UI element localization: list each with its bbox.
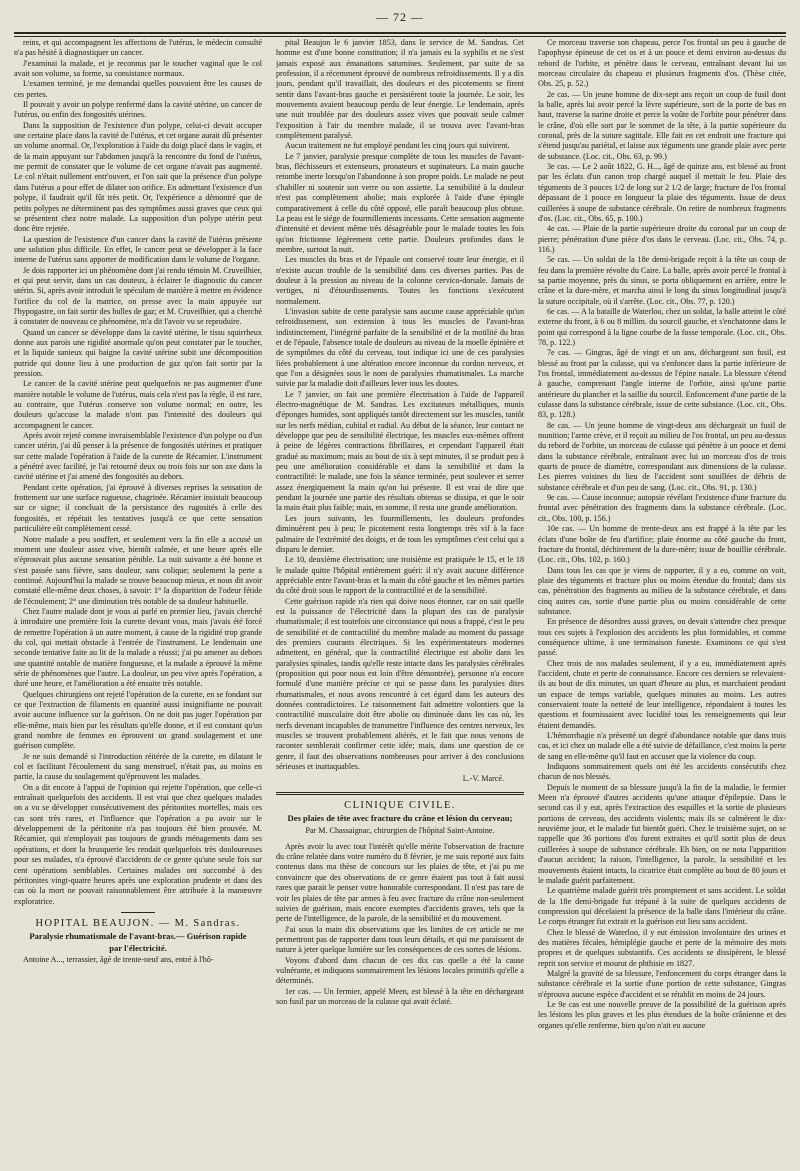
paragraph: Le quatrième malade guérit très promptement et sans accident. Le soldat de la 18e demi-brigade fut trépané à la suite de quelques accidents de compression qui décelaient la présence de la balle dans l'intérieur du crâne. Le corps étranger fut extrait et la guérison eut lieu sans accident. (538, 886, 786, 927)
paragraph: 4e cas. — Plaie de la partie supérieure droite du coronal par un coup de pierre; pénétration d'une pièce d'os dans le cerveau. (Loc. cit., Obs. 74, p. 116.) (538, 224, 786, 254)
column-1-text (14, 38, 262, 907)
paragraph: Après avoir rejeté comme invraisemblable l'existence d'un polype ou d'un cancer utérin, j'ai dû penser à la présence de fongosités utérines et pratiquer sur cette malade l'opération à l'aide de la curette de Récamier. L'instrument a pénétré avec facilité, je l'ai retourné deux ou trois fois sur son axe dans la cavité utérine et j'ai amené des fongosités au dehors. (14, 431, 262, 482)
paragraph: L'invasion subite de cette paralysie sans aucune cause appréciable qu'un refroidissement, son extension à tous les muscles de l'avant-bras indistinctement, l'intégrité parfaite de la sensibilité et de la motilité du bras et de l'épaule, l'absence totale de douleurs au niveau de la moelle épinière et de symptômes du côté du cerveau, tout indique ici une de ces paralysies liées probablement à une altération encore inconnue du cordon nerveux, et que l'on a désignées sous le nom de paralysies rhumatismales. La marche suivie par la maladie doit d'ailleurs lever tous les doutes. (276, 306, 524, 389)
paragraph: Le 10, deuxième électrisation; une troisième est pratiquée le 15, et le 18 le malade quitte l'hôpital entièrement guéri: il n'y avait aucune différence appréciable entre l'avant-bras et la main du côté gauche et les mêmes parties du côté droit sous le rapport de la contractilité et de la sensibilité. (276, 555, 524, 596)
paragraph: 2e cas. — Un jeune homme de dix-sept ans reçoit un coup de fusil dont la balle, après lui avoir percé la lèvre supérieure, sort de la porte de bas en haut, traverse la narine droite et perce la voûte de l'orbite pour pénétrer dans le crâne, d'où elle sort par le sommet de la tête, à la partie supérieure du coronal, près de la suture sagittale. Elle fait en cet endroit une fracture qui s'étend jusqu'au pariétal, et laisse aux téguments une grande plaie avec perte de substance. (Loc. cit., Obs. 63, p. 99.) (538, 89, 786, 161)
paragraph: 10e cas. — Un homme de trente-deux ans est frappé à la tête par les éclats d'une boîte de feu d'artifice; plaie énorme au côté gauche du front, fracture du frontal, déchirement de la dure-mère; issue de bouillie cérébrale. (Loc. cit., Obs. 102, p. 160.) (538, 524, 786, 565)
article-signature: L.-V. Marcé. (462, 774, 504, 784)
paragraph: Aucun traitement ne fut employé pendant les cinq jours qui suivirent. (285, 141, 510, 151)
paragraph: pital Beaujon le 6 janvier 1853, dans le service de M. Sandras. Cet homme est d'une bonne constitution; il n'a jamais eu la syphilis et ne s'est jamais exposé aux émanations saturnines. Seulement, par suite de sa profession, il a récemment éprouvé de nombreux refroidissements. Il y a dix jours, pendant qu'il travaillait, des douleurs et des picotements se firent sentir dans l'avant-bras gauche et persistèrent toute la journée. Le soir, les mouvements avaient beaucoup perdu de leur énergie. Le lendemain, après une nuit troublée par des douleurs assez vives que pouvait seule calmer l'exposition à l'air du membre malade, il se trouva avec l'avant-bras complètement paralysé. (276, 38, 524, 141)
paragraph: Je ne suis demandé si l'introduction réitérée de la curette, en dilatant le col et facilitant l'écoulement du sang menstruel, n'était pas, au moins en partie, la cause du soulagement qu'éprouvent les malades. (14, 751, 262, 782)
columns (14, 38, 786, 1168)
column-1 (14, 38, 262, 1168)
paragraph: Chez trois de nos malades seulement, il y a eu, immédiatement après l'accident, chute et perte de connaissance. Encore ces derniers se relevaient-ils au bout de dix minutes, un quart d'heure au plus, et marchaient pendant un espace de temps variable, quelques minutes au moins. Les autres conservaient toute la netteté de leur intelligence, répondaient à toutes les questions et fournissaient avec lucidité tous les renseignements qui leur étaient demandés. (538, 658, 786, 730)
paragraph: J'ai sous la main dix observations que les limites de cet article ne me permettront pas de rapporter dans tous leurs détails, et qui me paraissent de nature à jeter quelque lumière sur les conséquences de ces sortes de lésions. (276, 924, 524, 955)
paragraph: Je dois rapporter ici un phénomène dont j'ai rendu témoin M. Cruveilhier, et qui peut servir, dans un cas douteux, à éclairer le diagnostic du cancer utérin. Si, après avoir introduit le spéculum de manière à mettre en évidence l'orifice du col de la matrice, on presse avec la main appuyée sur l'hypogastre, on fait sortir des bulles de gaz; et M. Cruveilhier, qui a cherché à constater de nouveau ce phénomène, m'a dit l'avoir vu se reproduire. (14, 265, 262, 327)
clinique-heading: CLINIQUE CIVILE. (344, 799, 456, 811)
paragraph: Cette guérison rapide n'a rien qui doive nous étonner, car on sait quelle est la puissance de l'électricité dans la plupart des cas de paralysie rhumatismale; il est toutefois une circonstance qui nous a frappé, c'est le peu de sensibilité et de contractilité du membre malade au moment du passage des premiers courants électriques. Si les expérimentateurs modernes admettent, en général, que la contractilité électrique est abolie dans les paralysies spinales, tandis qu'elle reste intacte dans les paralysies cérébrales (proposition qui pour nous est loin d'être démontrée), personne n'a encore formulé d'une manière précise ce qui se passe dans les paralysies dites rhumatismales, et nous avons rencontré à cet égard dans les auteurs des données contradictoires. Le raisonnement fait admettre volontiers que la contractilité musculaire doit être abolie ou diminuée dans les cas où, les nerfs devenant incapables de transmettre l'influence des centres nerveux, les muscles se trouvent probablement altérés, et le fait que nous venons de raconter semblerait confirmer cette idée; mais, dans une question de ce genre, il faut des observations nombreuses pour arriver à des conclusions sérieuses et inattaquables. (276, 596, 524, 772)
paragraph: Dans la supposition de l'existence d'un polype, celui-ci devait occuper une certaine place dans la cavité de l'utérus, et cet organe aurait dû présenter un volume anormal. Or, l'exploration à l'aide du doigt placé dans le vagin, et de la main appuyant sur l'abdomen jusqu'à la rencontre du fond de l'utérus, me permit de constater que le volume de cet organe n'avait pas augmenté. Le col n'était nullement entr'ouvert, et l'on sait que la présence d'un polype dans l'utérus a pour effet de dilater son orifice. En admettant l'existence d'un polype, il faudrait qu'il fût très petit. Or, l'expérience a démontré que de petits polypes ne déterminent pas des symptômes aussi graves que ceux qui se présentent chez notre malade. La supposition d'un polype utérin peut donc être rejetée. (14, 120, 262, 234)
paragraph: Pendant cette opération, j'ai éprouvé à diverses reprises la sensation de frottement sur une surface rugueuse, chagrinée. Récamier insistait beaucoup sur ce signe; il concluait de la persistance des rugosités à celle des fongosités, et répétait les tentatives jusqu'à ce que cette sensation particulière eût complètement cessé. (14, 482, 262, 534)
paragraph: Le cancer de la cavité utérine peut quelquefois ne pas augmenter d'une manière notable le volume de l'utérus, mais cela n'est pas la règle, il est rare, au contraire, que l'utérus conserve son volume normal; en outre, les douleurs qu'accuse la malade n'ont pas l'intensité des douleurs qui accompagnent le cancer. (14, 379, 262, 430)
paragraph: 7e cas. — Gingras, âgé de vingt et un ans, déchargeant son fusil, est blessé au front par la culasse, qui va s'enfoncer dans la partie inférieure de l'os frontal, immédiatement au-dessus de l'épine nasale. La blessure s'étend à gauche, comprenant l'angle interne de l'orbite, ainsi qu'une partie antérieure du plancher et la saillie du sourcil. Enfoncement d'une partie de la culasse dans la substance cérébrale, issue de cette substance. (Loc. cit., Obs. 83, p. 128.) (538, 348, 786, 420)
separator-rule (121, 912, 155, 913)
hopital-heading: HOPITAL BEAUJON. — M. Sandras. (35, 917, 241, 929)
column-3 (538, 38, 786, 1168)
paragraph: Voyons d'abord dans chacun de ces dix cas quelle a été la cause vulnérante, et indiquons sommairement les lésions locales primitifs qu'elle a déterminés. (276, 955, 524, 986)
paragraph: Le 7 janvier, paralysie presque complète de tous les muscles de l'avant-bras, fléchisseurs et extenseurs, pronateurs et supinateurs. La main gauche retombe inerte lorsqu'on l'abandonne à son propre poids. Le malade ne peut s'habiller ni soutenir son verre ou son assiette. La sensibilité à la douleur n'est pas complètement abolie; mais explorée à l'aide d'une épingle comparativement à celle du côté opposé, elle paraît beaucoup plus obtuse. La peau est le siége de fourmillements incessants. Cette sensation augmente d'intensité et devient même très désagréable pour le malade toutes les fois qu'on frictionne légèrement cette partie. Douleurs profondes dans le membre, surtout la nuit. (276, 151, 524, 254)
paragraph: Indiquons sommairement quels ont été les accidents consécutifs chez chacun de nos blessés. (538, 762, 786, 782)
column-2 (276, 38, 524, 1168)
paragraph: Dans tous les cas que je viens de rapporter, il y a eu, comme on voit, plaie des téguments et fracture plus ou moins étendue du frontal; dans six cas, pénétration des fragments au milieu de la substance cérébrale, et dans cinq autres cas, sortie d'une partie plus ou moins considérable de cette substance. (538, 565, 786, 616)
paragraph: J'examinai la malade, et je reconnus par le toucher vaginal que le col avait son volume, sa forme, sa consistance normaux. (14, 58, 262, 79)
paragraph: Chez l'autre malade dont je vous ai parlé en premier lieu, j'avais cherché à introduire une première fois la curette devant vous, mais j'avais été forcé de remettre l'opération à un autre moment, à cause de la rigidité trop grande du col, qui mettait obstacle à l'entrée de l'instrument. Le lendemain une seconde tentative faite au lit de la malade a réussi; j'ai pu amener au dehors une quantité notable de matière fongueuse, et la malade a éprouvé la même série de phénomènes que l'autre. La douleur, un peu vive après l'opération, a duré une heure, et l'amélioration a été ensuite très notable. (14, 606, 262, 689)
header-rule (14, 32, 786, 37)
paragraph: 8e cas. — Un jeune homme de vingt-deux ans déchargeait un fusil de munition; l'arme crève, et il reçoit au milieu de l'os frontal, un peu au-dessus du rebord de l'orbite, un morceau de culasse qui pénètre à un pouce et demi dans la substance cérébrale, entraînant avec lui un morceau d'os de trois quarts de pouce de diamètre, correspondant aux dimensions de la culasse. Les pierres voisines du lieu de l'accident sont souillées de débris de substance cérébrale et d'un peu de sang. (Loc. cit., Obs. 91, p. 130.) (538, 420, 786, 492)
clinique-text (276, 842, 524, 1008)
paragraph: Ce morceau traverse son chapeau, perce l'os frontal un peu à gauche de l'apophyse épineuse de cet os et à un pouce et demi environ au-dessus du rebord de l'orbite, et pénètre dans le cerveau, entraînant devant lui un morceau circulaire du chapeau et plusieurs fragments d'os. (Thèse citée, Obs. 25, p. 52.) (538, 38, 786, 89)
paragraph: Notre malade a peu souffert, et seulement vers la fin elle a accusé un moment une douleur assez vive, bientôt calmée, et une heure après elle n'éprouvait plus aucune sensation pénible. La nuit suivante a été bonne et s'est passée sans fièvre, sans douleur, sans colique; seulement la perte a continué. Aujourd'hui la malade se trouve beaucoup mieux, et nous dit avoir constaté elle-même deux choses, à savoir: 1° la disparition de l'odeur fétide de l'écoulement; 2° une diminution très notable de sa douleur habituelle. (14, 534, 262, 606)
paragraph: Le 9e cas est une nouvelle preuve de la possibilité de la guérison après les lésions les plus graves et les plus étendues de la boîte crânienne et des organes qu'elle renferme, bien qu'on n'ait eu aucune (538, 999, 786, 1030)
clinique-subtitle: Des plaies de tête avec fracture du crâne et lésion du cerveau; (287, 813, 513, 824)
paragraph: Quand un cancer se développe dans la cavité utérine, le tissu squirrheux donne aux parois une rigidité anormale qu'on peut constater par le toucher, et la liquide sanieux qui baigne la cavité utérine subit une décomposition putride qui donne lieu à une production de gaz qu'on fait sortir par la pression. (14, 327, 262, 378)
hopital-first-line: Antoine A..., terrassier, âgé de trente-neuf ans, entré à l'hô- (23, 954, 214, 964)
hopital-subtitle-cont: par l'électricité. (109, 942, 167, 953)
paragraph: 6e cas. — A la bataille de Waterloo, chez un soldat, la balle atteint le côté externe du front, à 6 ou 8 millim. du sourcil gauche, et s'enchatonne dans le point qui correspond à la ligne courbe de la fosse temporale. (Loc. cit., Obs. 78, p. 122.) (538, 306, 786, 347)
paragraph: En présence de désordres aussi graves, on devait s'attendre chez presque tous ces sujets à l'explosion des accidents les plus formidables, et comme conséquence ultime, à une terminaison funeste. Examinons ce qui s'est passé. (538, 617, 786, 658)
paragraph: La question de l'existence d'un cancer dans la cavité de l'utérus présente une solution plus difficile. En effet, le cancer peut se développer à la face interne de l'utérus sans apporter de modification dans le volume de l'organe. (14, 234, 262, 265)
section-rule (276, 792, 524, 795)
paragraph: Depuis le moment de sa blessure jusqu'à la fin de la maladie, le fermier Meen n'a éprouvé d'autres accidents qu'une attaque d'épilepsie. Dans le second cas il y eut, après l'extraction des esquilles et la sortie de plusieurs portions de cerveau, des accidents violents; mais ils se calmèrent le dix-neuvième jour, et le malade fut bientôt guéri. Chez le troisième sujet, on se rappelle que 36 portions d'os furent extraites et qu'il sortit plus de deux cuillerées à soupe de substance cérébrale. Eh bien, on ne nota l'apparition d'aucun accident; la raison, l'intelligence, la parole, la sensibilité et les mouvements étaient intacts, la cicatrice était complète au bout de 80 jours et le malade guérit parfaitement. (538, 782, 786, 885)
clinique-byline: Par M. Chassaignac, chirurgien de l'hôpital Saint-Antoine. (305, 826, 495, 836)
page-number: — 72 — (376, 10, 424, 24)
paragraph: Les jours suivants, les fourmillements, les douleurs profondes diminuèrent peu à peu; le picotement resta longtemps très vif à la face palmaire de l'extrémité des doigts, et de tous les symptômes c'est celui qui a disparu le dernier. (276, 513, 524, 554)
paragraph: Les muscles du bras et de l'épaule ont conservé toute leur énergie, et il n'existe aucun trouble de la sensibilité dans ces diverses parties. Pas de douleur à la pression au niveau de la colonne cervico-dorsale. Jamais de vertiges, ni d'étourdissements. Toutes les fonctions s'exécutent normalement. (276, 255, 524, 306)
paragraph: Quelques chirurgiens ont rejeté l'opération de la curette, en se fondant sur ce que l'extraction de filaments en quantité aussi insignifiante ne pouvait avoir aucune influence sur la guérison. On ne doit pas juger l'opération par elle-même, mais bien par les résultats qu'elle donne, et il est constant qu'un grand nombre de femmes en éprouvent un grand soulagement et une guérison complète. (14, 689, 262, 751)
paragraph: Après avoir lu avec tout l'intérêt qu'elle mérite l'observation de fracture du crâne relatée dans votre numéro du 8 février, je me suis reporté aux faits contenus dans ma thèse de concours sur les plaies de tête, et j'ai pu me convaincre que des observations de ce genre étaient pas tout à fait aussi rares que parait le penser votre honorable correspondant. Il n'est pas rare de voir les plaies de tête par armes à feu avec fracture du crâne non-seulement suivies de guérison, mais encore exemptes d'accidents graves, tels que la perte de l'intelligence, de la parole, de la sensibilité et du mouvement. (276, 841, 524, 924)
running-header (14, 4, 786, 30)
paragraph: 3e cas. — Le 2 août 1822, G. H..., âgé de quinze ans, est blessé au front par les éclats d'un canon trop chargé auquel il mettait le feu. Plaie des téguments de 3 pouces 1/2 de long sur 2 1/2 de large; fracture de l'os frontal dépassant de 1 pouce en longueur la plaie des téguments. Issue de deux cuillerées à soupe de substance cérébrale. On retire de nombreux fragments d'os. (Loc. cit., Obs. 65, p. 100.) (538, 162, 786, 223)
hopital-subtitle: Paralysie rhumatismale de l'avant-bras.— Guérison rapide (29, 931, 247, 942)
paragraph: L'hémorrhagie n'a présenté un degré d'abondance notable que dans trois cas, et ici chez un malade elle a été suivie de défaillance, c'est moins la perte de sang en elle-même qu'il faut en accuser que la violence du coup. (538, 731, 786, 761)
column-3-text (538, 38, 786, 1031)
paragraph: 9e cas. — Cause inconnue; autopsie révélant l'existence d'une fracture du frontal avec pénétration des fragments dans la substance cérébrale. (Loc. cit., Obs. 100, p. 156.) (538, 493, 786, 523)
paragraph: On a dit encore à l'appui de l'opinion qui rejette l'opération, que celle-ci entraînait quelquefois des accidents. Il est vrai que chez quelques malades on a vu se développer consécutivement des péritonites mortelles, mais ces cas sont très rares, et l'influence que l'opération a pu avoir sur le développement de la péritonite n'a pas toujours été bien prouvée. M. Récamier, qui n'employait pas toujours de grands ménagements dans ses opérations, et dont la brusquerie les rendait quelquefois très douloureuses pour ses malades, n'a éprouvé d'accidents de ce genre qu'une seule fois sur cent opérations semblables. Certaines malades ont succombé à des péritonites vingt-quatre heures après une exploration prudente et dans des cas où la mort ne pouvait raisonnablement être attribuée à la manœuvre exploratrice. (14, 782, 262, 906)
paragraph: Malgré la gravité de sa blessure, l'enfoncement du corps étranger dans la substance cérébrale et la sortie d'une portion de cette substance, Gingras n'éprouva aucune espèce d'accident et se rétablit en moins de 24 jours. (538, 968, 786, 999)
paragraph: 1er cas. — Un fermier, appelé Meen, est blessé à la tête en déchargeant son fusil par un morceau de la culasse qui avait éclaté. (276, 986, 524, 1006)
column-2-text (276, 38, 524, 772)
paragraph: L'examen terminé, je me demandai quelles pouvaient être les causes de ces pertes. (14, 79, 262, 99)
paragraph: Il pouvait y avoir un polype renfermé dans la cavité utérine, un cancer de l'utérus, ou enfin des fongosités utérines. (14, 100, 262, 120)
paragraph: 5e cas. — Un soldat de la 18e demi-brigade reçoit à la tête un coup de feu dans la première révolte du Caire. La balle, après avoir percé le frontal à sa partie moyenne, près du sinus, se porta obliquement en arrière, entre le crâne et la dure-mère, et marcha ainsi le long du sinus longitudinal jusqu'à la suture occipitale, où il s'arrête. (Loc. cit., Obs. 77, p. 120.) (538, 255, 786, 306)
paragraph: reins, et qui accompagnent les affections de l'utérus, le médecin consulté n'a pas hésité à diagnostiquer un cancer. (14, 38, 262, 58)
paragraph: Le 7 janvier, on fait une première électrisation à l'aide de l'appareil électro-magnétique de M. Sandras. Les excitateurs métalliques, munis d'éponges humides, sont appliqués tantôt directement sur les muscles, tantôt sur les nerfs médian, cubital et radial. Au début de la séance, leur contact ne développe que peu de sensibilité électrique, les muscles eux-mêmes offrent à peine de légères contractions fibrillaires, et cependant l'appareil était gradué au maximum; mais au bout de six à sept minutes, il se produit peu à peu une amélioration considérable et dans la sensibilité et dans la contractilité: le malade, une fois la séance terminée, peut soulever et serrer assez énergiquement la main qu'on lui présente. Il est vrai de dire que pendant la journée une partie des résultats obtenus se dissipa, et que le soir la main était plus faible; mais, en somme, il resta une grande amélioration. (276, 389, 524, 513)
paragraph: Chez le blessé de Waterloo, il y eut émission involontaire des urines et des matières fécales, hémiplégie gauche et perte de la mémoire des mots propres et de quelques substantifs. Ces accidents se dissipèrent, le blessé reprit son service et mourut de phthisie en 1827. (538, 927, 786, 968)
